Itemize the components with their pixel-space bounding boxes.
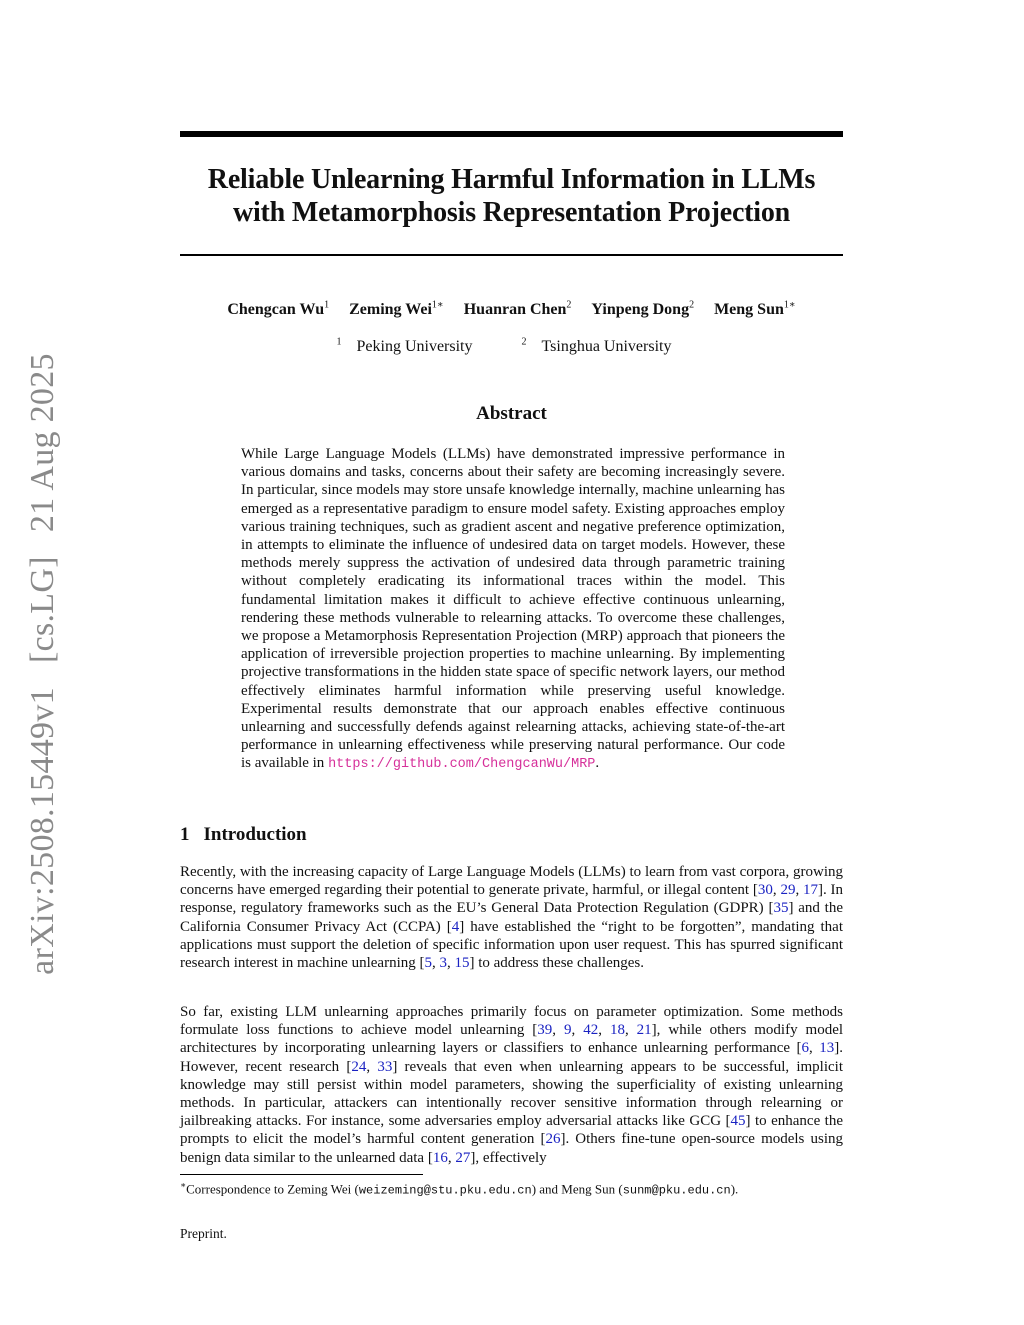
email-1: weizeming@stu.pku.edu.cn [358,1183,532,1198]
intro-paragraph-2: So far, existing LLM unlearning approaches primarily focus on parameter optimization. Some methods formulate loss functions to achieve model unlearning [39, 9, 42, 18, 21], while others modify model architectures by incorporating unlearning layers or classifiers to enhance unlearning performance [6, 13]. However, recent research [24, 33] reveals that even when unlearning appears to be successful, implicit knowledge may still persist within model parameters, showing the superficiality of existing unlearning methods. In particular, attackers can intentionally recover sensitive information through relearning or jailbreaking attacks. For instance, some adversaries employ adversarial attacks like GCG [45] to enhance the prompts to elicit the model’s harmful content generation [26]. Others fine-tune open-source models using benign data similar to the unlearned data [16, 27], effectively [180,1004,844,1166]
citation-link[interactable]: 6 [801,1040,810,1057]
arxiv-date: 21 Aug 2025 [24,353,61,533]
footnote: ∗Correspondence to Zeming Wei (weizeming@stu.pku.edu.cn) and Meng Sun (sunm@pku.edu.cn). [180,1180,739,1198]
citation-link[interactable]: 9 [564,1022,572,1039]
code-link[interactable]: https://github.com/ChengcanWu/MRP [328,757,596,773]
affiliation: $^1$ Peking University [336,337,473,356]
citation-link[interactable]: 5 [424,955,432,972]
citation-link[interactable]: 17 [802,882,818,899]
section-number: 1 [180,824,190,845]
citation-link[interactable]: 26 [545,1131,561,1148]
citation-link[interactable]: 33 [377,1058,393,1075]
intro-paragraph-1: Recently, with the increasing capacity of Large Language Models (LLMs) to learn from vast corpora, growing concerns have emerged regarding their potential to generate private, harmful, or illegal content [30, 29, 17]. In response, regulatory frameworks such as the EU’s General Data Protection Regulation (GDPR) [35] and the California Consumer Privacy Act (CCPA) [4] have established the “right to be forgotten”, mandating that applications must support the deletion of specific information upon user request. This has spurred significant research interest in machine unlearning [5, 3, 15] to address these challenges. [180,864,844,972]
preprint-label: Preprint. [180,1226,227,1241]
arxiv-stamp [24,353,62,975]
abstract-heading: Abstract [476,403,547,424]
author: Yinpeng Dong$^2$ [591,300,695,319]
abstract-body: While Large Language Models (LLMs) have demonstrated impressive performance in various domains and tasks, concerns about their safety are becoming increasingly severe. In particular, since models may store unsafe knowledge internally, machine unlearning has emerged as a representative paradigm to ensure model safety. Existing approaches employ various training techniques, such as gradient ascent and negative preference optimization, in attempts to eliminate the influence of undesired data on target models. However, these methods merely suppress the activation of undesired data through parametric training without completely eradicating its informational traces within the model. This fundamental limitation makes it difficult to achieve effective continuous unlearning, rendering these methods vulnerable to relearning attacks. To overcome these challenges, we propose a Metamorphosis Representation Projection (MRP) approach that pioneers the application of irreversible projection properties to machine unlearning. By implementing projective transformations in the hidden state space of specific network layers, our method effectively eliminates harmful information while preserving useful knowledge. Experimental results demonstrate that our approach enables effective continuous unlearning and successfully defends against relearning attacks, achieving state-of-the-art performance in unlearning effectiveness while preserving natural performance. Our code is available in https://github.com/ChengcanWu/MRP. [241,446,785,773]
citation-link[interactable]: 13 [819,1040,835,1057]
citation-link[interactable]: 27 [455,1149,471,1166]
citation-link[interactable]: 39 [537,1022,553,1039]
arxiv-id: arXiv:2508.15449v1 [24,687,61,975]
citation-link[interactable]: 42 [583,1022,599,1039]
citation-link[interactable]: 24 [351,1058,367,1075]
author: Zeming Wei$^{1∗}$ [349,300,444,319]
citation-link[interactable]: 35 [773,900,789,917]
author-list [180,300,843,319]
title-line-1: Reliable Unlearning Harmful Information in LLMs [207,164,816,195]
citation-link[interactable]: 30 [757,882,773,899]
citation-link[interactable]: 29 [780,882,796,899]
citation-link[interactable]: 16 [432,1149,448,1166]
email-2: sunm@pku.edu.cn [622,1183,731,1198]
citation-link[interactable]: 21 [636,1022,652,1039]
author: Meng Sun$^{1∗}$ [714,300,796,319]
author: Chengcan Wu$^1$ [227,300,330,319]
citation-link[interactable]: 18 [609,1022,625,1039]
title-top-rule [180,131,843,137]
citation-link[interactable]: 4 [451,918,460,935]
affiliations [180,337,843,356]
title-line-2: with Metamorphosis Representation Projection [232,197,791,228]
arxiv-category: [cs.LG] [24,556,61,664]
citation-link[interactable]: 15 [454,955,470,972]
section-heading-introduction [180,824,307,846]
citation-link[interactable]: 3 [439,955,447,972]
title-bottom-rule [180,254,843,256]
author: Huanran Chen$^2$ [463,300,572,319]
affiliation: $^2$ Tsinghua University [521,337,672,356]
footnote-rule [180,1174,423,1175]
citation-link[interactable]: 45 [730,1113,746,1130]
paper-title [180,163,843,229]
section-title: Introduction [203,824,307,845]
